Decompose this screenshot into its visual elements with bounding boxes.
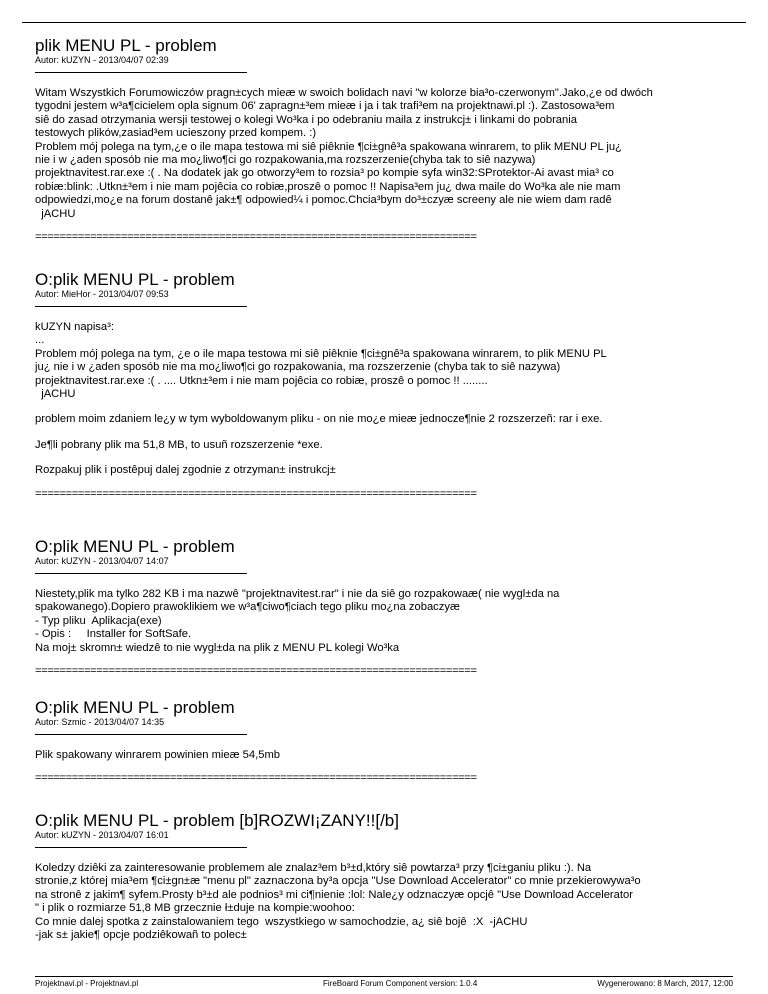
post-line: - Opis : Installer for SoftSafe. — [35, 628, 192, 641]
post-separator: ======================================================================== — [35, 665, 477, 678]
post-line: Koledzy dziêki za zainteresowanie problemem ale znalaz³em b³±d,który siê powtarza³ przy ¶ci±ganiu pliku :). Na — [35, 862, 592, 874]
post-line: Je¶li pobrany plik ma 51,8 MB, to usuñ rozszerzenie *exe. — [35, 438, 323, 451]
post-line: " i plik o rozmiarze 51,8 MB grzecznie ł±duje na kompie:woohoo: — [35, 902, 355, 915]
post-line: Problem mój polega na tym, ¿e o ile mapa testowa mi siê piêknie ¶ci±gnê³a spakowana winrarem, to plik MENU PL — [35, 347, 607, 360]
title-rule — [35, 573, 247, 574]
post-body — [35, 588, 735, 655]
top-rule — [22, 22, 746, 23]
post-author-meta: Autor: kUZYN - 2013/04/07 16:01 — [35, 830, 169, 840]
post-separator: ======================================================================== — [35, 231, 477, 244]
post-title: O:plik MENU PL - problem — [35, 537, 235, 556]
post-line: testowych plików,zasiad³em ucieszony przed kompem. :) — [35, 127, 317, 140]
forum-post — [35, 37, 735, 244]
post-title: O:plik MENU PL - problem — [35, 270, 235, 289]
forum-post — [35, 812, 735, 942]
post-line: -jak s± jakie¶ opcje podziêkowañ to polec± — [35, 929, 247, 942]
post-line: projektnavitest.rar.exe :( . .... Utkn±³em i nie mam pojêcia co robiæ, proszê o pomoc !! ........ — [35, 374, 488, 387]
post-body — [35, 321, 735, 478]
post-line: odpowiedzi,mo¿e na forum dostanê jak±¶ odpowied¼ i pomoc.Chcia³bym do³±czyæ screeny ale nie wiem dam radê — [35, 194, 612, 207]
post-separator: ======================================================================== — [35, 772, 477, 785]
post-line: na stronê z jakim¶ syfem.Prosty b³±d ale podnios³ mi ci¶nienie :lol: Nale¿y odznaczyæ opcjê "Use Download Accelerator — [35, 888, 633, 901]
page-footer — [35, 976, 733, 988]
post-line: robiæ:blink: .Utkn±³em i nie mam pojêcia co robiæ,proszê o pomoc !! Napisa³em ju¿ dwa maile do Wo³ka ale nie mam — [35, 180, 621, 193]
post-line: - Typ pliku Aplikacja(exe) — [35, 614, 162, 627]
post-title: plik MENU PL - problem — [35, 36, 217, 55]
post-body — [35, 749, 735, 762]
footer-component-version: FireBoard Forum Component version: 1.0.4 — [323, 979, 478, 988]
post-line: ... — [35, 334, 45, 347]
post-line: Problem mój polega na tym,¿e o ile mapa testowa mi siê piêknie ¶ci±gnê³a spakowana winrarem, to plik MENU PL ju¿ — [35, 140, 622, 153]
post-title: O:plik MENU PL - problem — [35, 698, 235, 717]
post-line: tygodni jestem w³a¶cicielem opla signum 06' zapragn±³em mieæ i ja i tak trafi³em na projektnawi.pl :). Zastosowa³em — [35, 100, 615, 113]
post-line: Plik spakowany winrarem powinien mieæ 54,5mb — [35, 749, 280, 761]
title-rule — [35, 734, 247, 735]
forum-post — [35, 538, 735, 678]
post-line: Na moj± skromn± wiedzê to nie wygl±da na plik z MENU PL kolegi Wo³ka — [35, 641, 400, 654]
post-body — [35, 87, 735, 221]
title-rule — [35, 72, 247, 73]
post-line: Rozpakuj plik i postêpuj dalej zgodnie z otrzyman± instrukcj± — [35, 464, 336, 477]
post-line: projektnavitest.rar.exe :( . Na dodatek jak go otworzy³em to rozsia³ po kompie syfa win32:SProtektor-Ai avast mia³ co — [35, 167, 614, 180]
post-line: Co mnie dalej spotka z zainstalowaniem tego wszystkiego w samochodzie, a¿ siê bojê :X -jACHU — [35, 915, 528, 928]
post-line: kUZYN napisa³: — [35, 321, 114, 333]
title-rule — [35, 847, 247, 848]
footer-generated-date: Wygenerowano: 8 March, 2017, 12:00 — [597, 979, 733, 988]
post-body — [35, 862, 735, 942]
title-rule — [35, 306, 247, 307]
post-title: O:plik MENU PL - problem [b]ROZWI¡ZANY!![/b] — [35, 811, 399, 830]
footer-rule — [35, 976, 733, 977]
post-author-meta: Autor: kUZYN - 2013/04/07 02:39 — [35, 55, 169, 65]
post-line: jACHU — [35, 207, 76, 220]
post-author-meta: Autor: kUZYN - 2013/04/07 14:07 — [35, 556, 169, 566]
post-line: Witam Wszystkich Forumowiczów pragn±cych mieæ w swoich bolidach navi "w kolorze bia³o-czerwonym".Jako,¿e od dwóch — [35, 87, 653, 99]
post-line: siê do zasad otrzymania wersji testowej o kolegi Wo³ka i po odebraniu maila z instrukcj± i linkami do pobrania — [35, 113, 577, 126]
forum-post — [35, 699, 735, 785]
post-author-meta: Autor: Szmic - 2013/04/07 14:35 — [35, 717, 165, 727]
post-author-meta: Autor: MieHor - 2013/04/07 09:53 — [35, 289, 169, 299]
post-line: Niestety,plik ma tylko 282 KB i ma nazwê "projektnavitest.rar" i nie da siê go rozpakowaæ( nie wygl±da na — [35, 588, 560, 600]
post-line: spakowanego).Dopiero prawoklikiem we w³a¶ciwo¶ciach tego pliku mo¿na zobaczyæ — [35, 601, 460, 614]
post-separator: ======================================================================== — [35, 487, 477, 500]
footer-site-name: Projektnavi.pl - Projektnavi.pl — [35, 979, 139, 988]
post-line: stronie,z której mia³em ¶ci±gn±æ "menu pl" zaznaczona by³a opcja "Use Download Accelerator" co mnie przekierowywa³o — [35, 875, 641, 888]
post-line: nie i w ¿aden sposób nie ma mo¿liwo¶ci go rozpakowania,ma rozszerzenie(chyba tak to siê nazywa) — [35, 154, 536, 167]
forum-post — [35, 271, 735, 501]
post-line: problem moim zdaniem le¿y w tym wyboldowanym pliku - on nie mo¿e mieæ jednocze¶nie 2 rozszerzeñ: rar i exe. — [35, 413, 603, 426]
post-line: ju¿ nie i w ¿aden sposób nie ma mo¿liwo¶ci go rozpakowania, ma rozszerzenie (chyba tak to siê nazywa) — [35, 361, 561, 374]
post-line: jACHU — [35, 388, 76, 401]
